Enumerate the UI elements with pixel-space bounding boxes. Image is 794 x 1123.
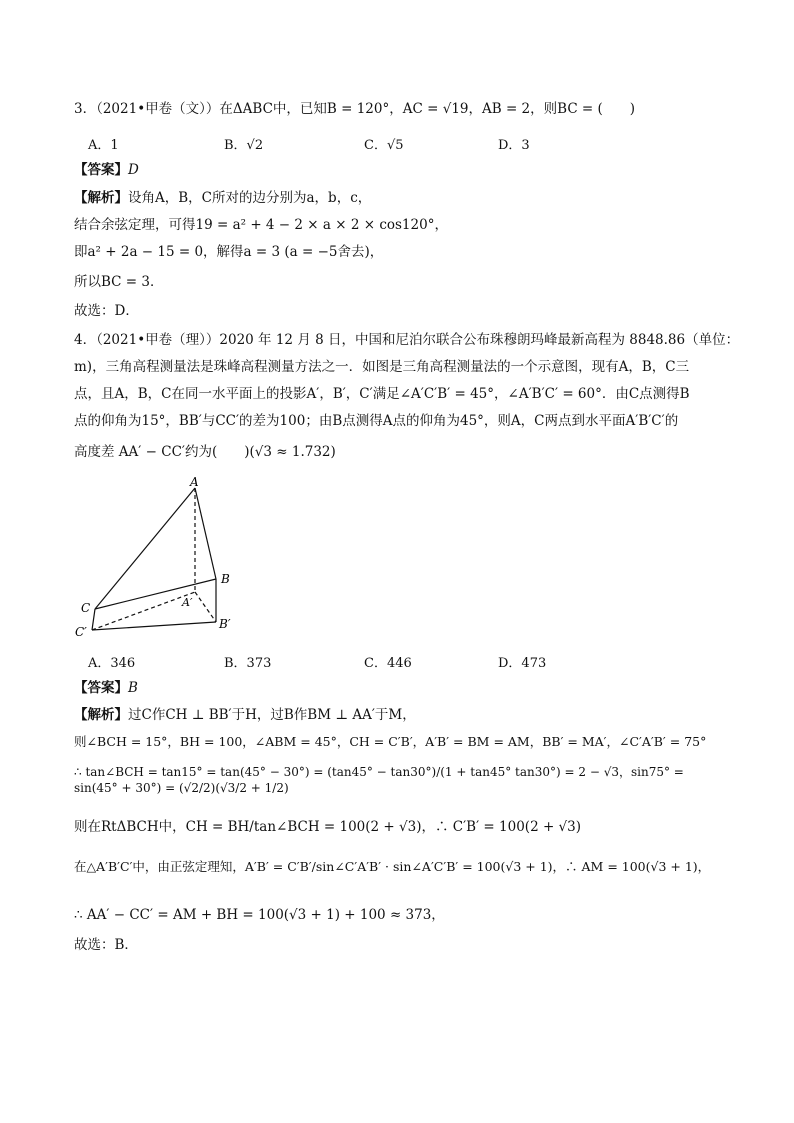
q4-answer-value: B [128,680,138,696]
q4-analysis-5: 在△A′B′C′中，由正弦定理知，A′B′ = C′B′/sin∠C′A′B′ · sin∠A′C′B′ = 100(√3 + 1)，∴ AM = 100(√3 + 1)， [74,859,711,874]
q4-analysis-label: 【解析】 [74,707,128,723]
q4-option-b[interactable]: B．373 [224,656,272,671]
q4-stem-5: 高度差 AA′ − CC′约为( )(√3 ≈ 1.732) [74,444,336,460]
q4-stem-2: m)，三角高程测量法是珠峰高程测量方法之一．如图是三角高程测量法的一个示意图，现有A，B，C三 [74,359,690,375]
q3-analysis-2: 结合余弦定理，可得19 = a² + 4 − 2 × a × 2 × cos120°， [74,217,448,233]
q3-analysis-label: 【解析】 [74,190,128,206]
q3-analysis-1: 【解析】设角A，B，C所对的边分别为a，b，c， [74,190,372,206]
q4-answer [74,679,138,697]
q4-stem-4: 点的仰角为15°，BB′与CC′的差为100；由B点测得A点的仰角为45°，则A，C两点到水平面A′B′C′的 [74,413,679,429]
q4-stem-1: 4．（2021•甲卷（理））2020 年 12 月 8 日，中国和尼泊尔联合公布珠穆朗玛峰最新高程为 8848.86（单位： [74,332,740,348]
label-c-prime: C′ [75,625,87,639]
q4-analysis-2: 则∠BCH = 15°，BH = 100，∠ABM = 45°，CH = C′B′，A′B′ = BM = AM，BB′ = MA′，∠C′A′B′ = 75° [74,734,707,749]
label-b: B [221,572,230,586]
q4-answer-label: 【答案】 [74,680,128,696]
edge-ap-bp [195,592,216,622]
q4-option-c[interactable]: C．446 [364,656,412,671]
q3-stem: 3．（2021•甲卷（文））在ΔABC中，已知B = 120°，AC = √19，AB = 2，则BC = ( ) [74,101,636,117]
q4-option-d[interactable]: D．473 [498,656,547,671]
q4-analysis-7: 故选：B． [74,937,138,953]
q3-option-a[interactable]: A．1 [88,138,119,153]
edge-a-b [195,488,216,579]
q4-analysis-1: 【解析】过C作CH ⊥ BB′于H，过B作BM ⊥ AA′于M， [74,707,416,723]
q4-stem-3: 点，且A，B，C在同一水平面上的投影A′，B′，C′满足∠A′C′B′ = 45°，∠A′B′C′ = 60°．由C点测得B [74,386,690,402]
triangulation-figure [70,472,250,642]
q3-option-c[interactable]: C．√5 [364,138,404,153]
q4-analysis-4: 则在RtΔBCH中，CH = BH/tan∠BCH = 100(2 + √3)，∴ C′B′ = 100(2 + √3) [74,819,582,835]
edge-a-c [95,488,195,609]
label-a-prime: A′ [182,596,193,609]
edge-cp-bp [92,622,216,630]
q3-answer [74,161,139,179]
q3-analysis-5: 故选：D． [74,303,139,319]
edge-c-cp [92,609,95,630]
q3-option-b[interactable]: B．√2 [224,138,264,153]
q3-option-d[interactable]: D．3 [498,138,530,153]
label-c: C [81,601,91,615]
q3-answer-label: 【答案】 [74,162,128,178]
q3-answer-value: D [128,162,139,178]
q4-analysis-6: ∴ AA′ − CC′ = AM + BH = 100(√3 + 1) + 100 ≈ 373， [74,907,445,923]
q4-analysis-3: ∴ tan∠BCH = tan15° = tan(45° − 30°) = (tan45° − tan30°)/(1 + tan45° tan30°) = 2 − √3，sin75° = sin(45° + 30°) = (√2/2)(√3/2 + 1/2) [74,765,684,795]
label-b-prime: B′ [219,617,231,631]
label-a: A [190,475,199,489]
q3-analysis-3: 即a² + 2a − 15 = 0，解得a = 3 (a = −5舍去)， [74,244,384,260]
edge-c-b [95,579,216,609]
q4-option-a[interactable]: A．346 [88,656,136,671]
q3-analysis-4: 所以BC = 3． [74,274,164,290]
